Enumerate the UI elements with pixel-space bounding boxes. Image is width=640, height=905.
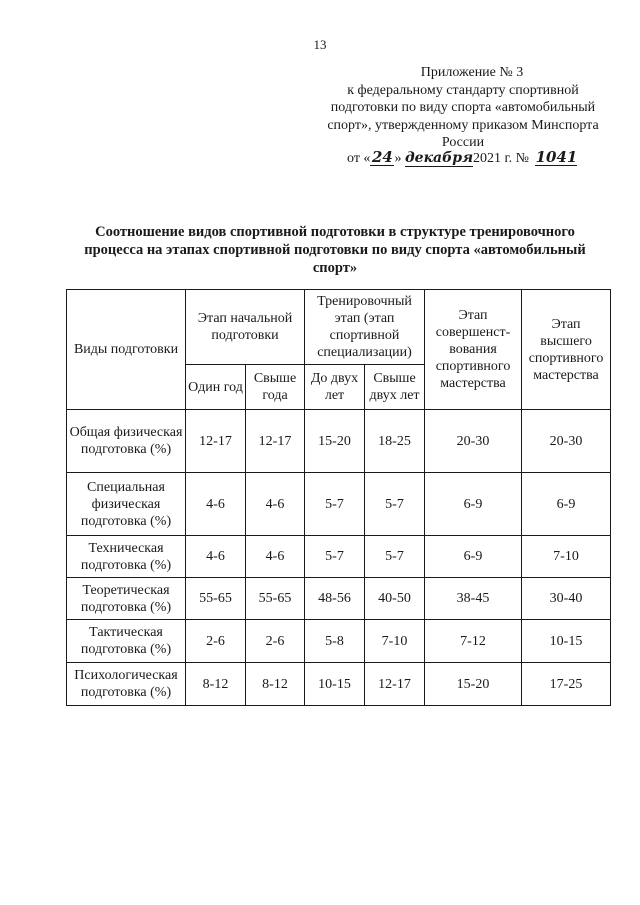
table-cell: 15-20 <box>425 663 522 706</box>
table-row <box>67 410 611 473</box>
table-cell: 8-12 <box>186 663 246 706</box>
table-cell: 4-6 <box>246 473 305 536</box>
table-row <box>67 663 611 706</box>
appendix-header <box>303 64 623 152</box>
appendix-line: спорт», утвержденному приказом Минспорта <box>327 117 599 133</box>
table-cell: 6-9 <box>425 536 522 578</box>
table-row <box>67 620 611 663</box>
row-label: Специальная физическая подготовка (%) <box>67 473 186 536</box>
table-cell: 20-30 <box>425 410 522 473</box>
table-cell: 2-6 <box>246 620 305 663</box>
subheader-over-year: Свыше года <box>246 365 305 410</box>
table-cell: 7-12 <box>425 620 522 663</box>
table-cell: 48-56 <box>305 578 365 620</box>
table-cell: 5-7 <box>305 536 365 578</box>
header-stage-initial: Этап начальной подготовки <box>186 290 305 365</box>
table-cell: 12-17 <box>246 410 305 473</box>
table-cell: 6-9 <box>522 473 611 536</box>
approval-line <box>347 150 577 167</box>
table-cell: 7-10 <box>365 620 425 663</box>
handwritten-day: 24 <box>372 148 393 166</box>
row-label: Общая физическая подготовка (%) <box>67 410 186 473</box>
table-cell: 10-15 <box>305 663 365 706</box>
table-cell: 4-6 <box>186 536 246 578</box>
approval-year: 2021 г. № <box>472 151 529 166</box>
table-cell: 6-9 <box>425 473 522 536</box>
table-cell: 55-65 <box>246 578 305 620</box>
table-cell: 30-40 <box>522 578 611 620</box>
row-label: Техническая подготовка (%) <box>67 536 186 578</box>
handwritten-order-number: 1041 <box>535 148 578 166</box>
header-training-type: Виды подготовки <box>67 290 186 410</box>
handwritten-month: декабря <box>404 150 474 166</box>
row-label: Тактическая подготовка (%) <box>67 620 186 663</box>
appendix-line: к федеральному стандарту спортивной <box>347 82 579 98</box>
table-cell: 7-10 <box>522 536 611 578</box>
table-cell: 38-45 <box>425 578 522 620</box>
header-stage-training: Тренировочный этап (этап спортивной специализации) <box>305 290 425 365</box>
table-cell: 12-17 <box>186 410 246 473</box>
table-cell: 18-25 <box>365 410 425 473</box>
table-cell: 8-12 <box>246 663 305 706</box>
table-cell: 55-65 <box>186 578 246 620</box>
table-row <box>67 536 611 578</box>
table-cell: 5-7 <box>365 536 425 578</box>
table-cell: 4-6 <box>186 473 246 536</box>
table-cell: 15-20 <box>305 410 365 473</box>
document-title: Соотношение видов спортивной подготовки в структуре тренировочного процесса на этапах спортивной подготовки по виду спорта «автомобильный спорт» <box>84 224 586 276</box>
training-ratio-table <box>66 289 611 706</box>
row-label: Теоретическая подготовка (%) <box>67 578 186 620</box>
quote-close: » <box>394 151 402 166</box>
table-cell: 2-6 <box>186 620 246 663</box>
subheader-up-to-two-years: До двух лет <box>305 365 365 410</box>
table-cell: 5-7 <box>365 473 425 536</box>
table-row <box>67 473 611 536</box>
table-cell: 4-6 <box>246 536 305 578</box>
header-stage-improvement: Этап совершенст-вования спортивного мастерства <box>425 290 522 410</box>
table-cell: 40-50 <box>365 578 425 620</box>
table-cell: 5-7 <box>305 473 365 536</box>
appendix-line: России <box>441 135 485 150</box>
table-row <box>67 578 611 620</box>
subheader-one-year: Один год <box>186 365 246 410</box>
table-cell: 12-17 <box>365 663 425 706</box>
appendix-line: подготовки по виду спорта «автомобильный <box>330 100 596 115</box>
subheader-over-two-years: Свыше двух лет <box>365 365 425 410</box>
approval-prefix: от « <box>347 151 371 166</box>
table-cell: 5-8 <box>305 620 365 663</box>
header-stage-highest: Этап высшего спортивного мастерства <box>522 290 611 410</box>
table-cell: 10-15 <box>522 620 611 663</box>
row-label: Психологическая подготовка (%) <box>67 663 186 706</box>
page-number: 13 <box>313 37 327 52</box>
appendix-title: Приложение № 3 <box>420 65 524 80</box>
table-cell: 20-30 <box>522 410 611 473</box>
table-cell: 17-25 <box>522 663 611 706</box>
